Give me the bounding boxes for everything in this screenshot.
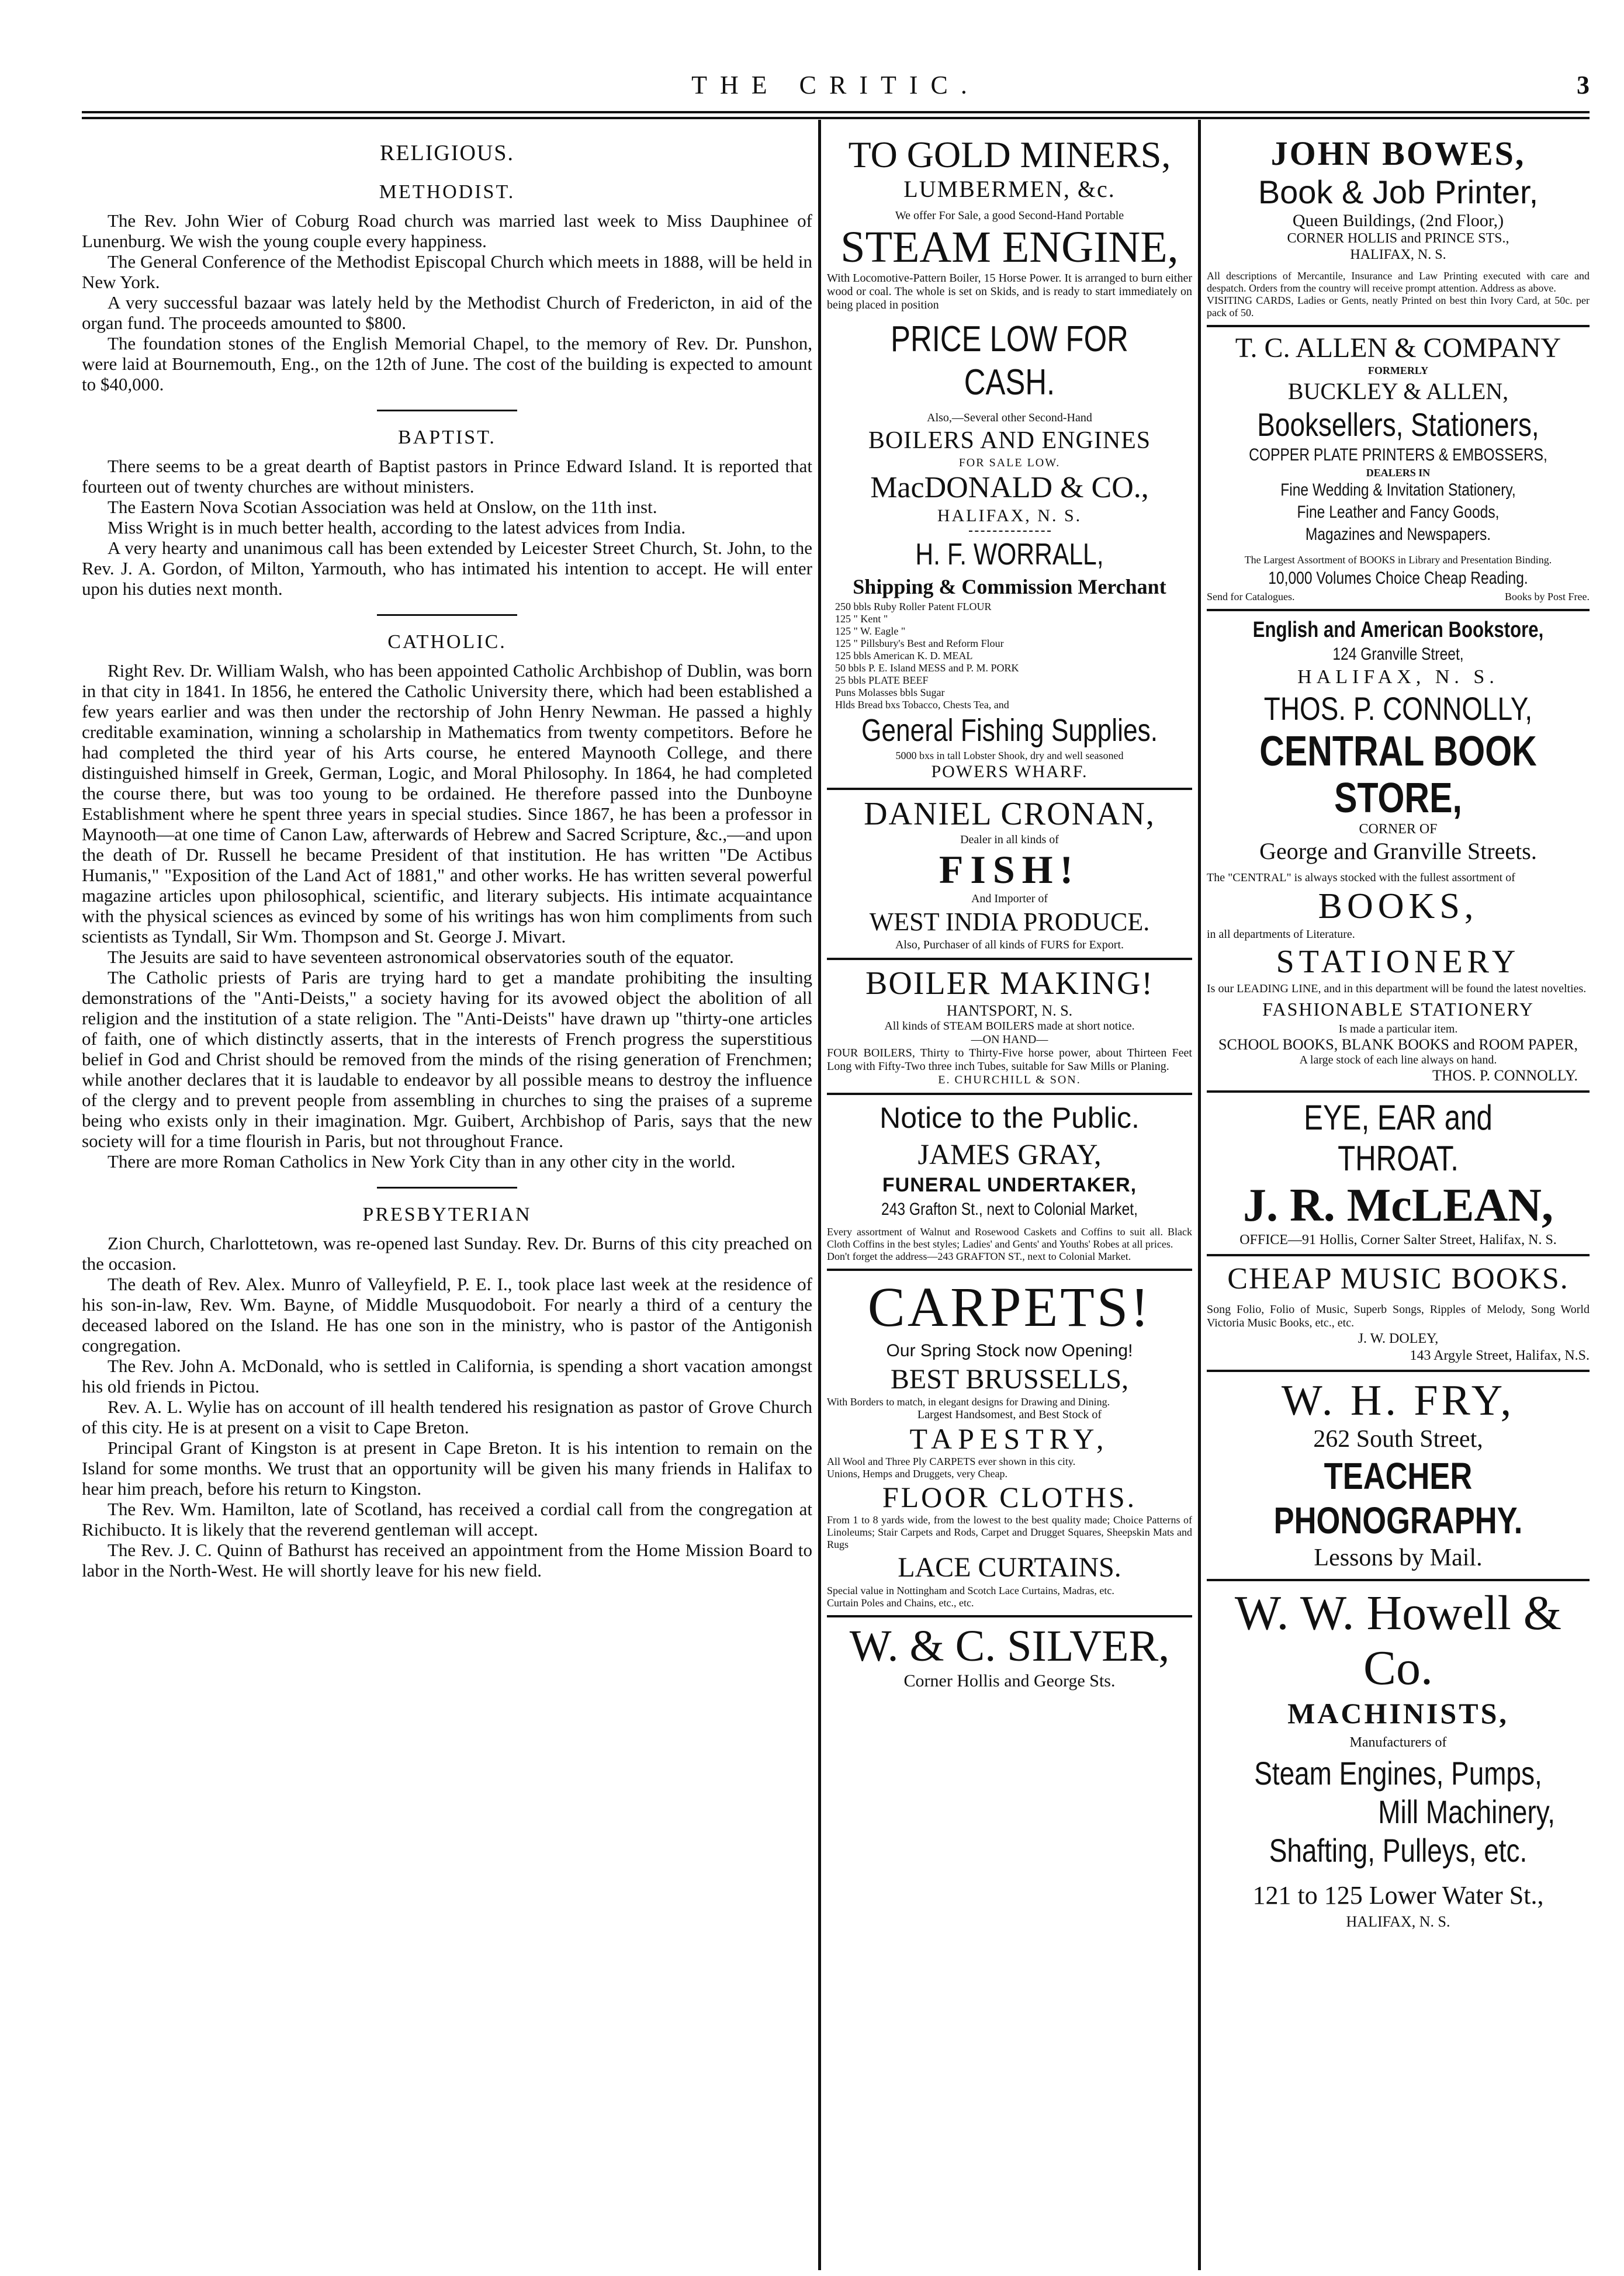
religious-heading: RELIGIOUS. <box>379 141 515 165</box>
doley-name: J. W. DOLEY, <box>1358 1331 1439 1346</box>
advertisements-middle-column <box>827 130 1192 2268</box>
stock-item: 125 bbls American K. D. MEAL <box>835 650 973 661</box>
allen-ad <box>1207 327 1590 611</box>
gold-also-line: Also,—Several other Second-Hand <box>927 411 1092 424</box>
worrall-name: H. F. WORRALL, <box>915 538 1104 571</box>
stationery-headline: STATIONERY <box>1276 944 1521 980</box>
manufacturers-line: Manufacturers of <box>1349 1735 1447 1750</box>
gold-lumbermen-line: LUMBERMEN, &c. <box>903 176 1116 202</box>
eye-ear-throat-headline: EYE, EAR and THROAT. <box>1304 1098 1493 1178</box>
lobster-shook-line: 5000 bxs in tall Lobster Shook, dry and well seasoned <box>895 750 1124 761</box>
allen-trade: Booksellers, Stationers, <box>1257 406 1539 443</box>
fry-address: 262 South Street, <box>1313 1426 1483 1453</box>
engine-description: With Locomotive-Pattern Boiler, 15 Horse Power. It is arranged to burn either wood or coal. The whole is set on Skids, and is ready to start immediately on being placed in position <box>827 272 1192 311</box>
gold-miners-headline: TO GOLD MINERS, <box>848 134 1171 175</box>
methodist-paragraph: A very successful bazaar was lately held by the Methodist Church of Fredericton, in aid of the organ fund. The proceeds amounted to $800. <box>82 292 812 333</box>
leading-line: Is our LEADING LINE, and in this department will be found the latest novelties. <box>1207 982 1587 995</box>
religious-column <box>82 130 812 2268</box>
bowes-description: All descriptions of Mercantile, Insurance and Law Printing executed with care and despatch. Orders from the country will receive prompt attention. Address as above. <box>1207 270 1590 294</box>
cronan-ad <box>827 790 1192 960</box>
mclean-name: J. R. McLEAN, <box>1242 1180 1554 1231</box>
cronan-importer-line: And Importer of <box>971 892 1048 905</box>
ad-dash-divider <box>969 531 1051 532</box>
bowes-city: HALIFAX, N. S. <box>1350 247 1446 262</box>
column-divider-1 <box>818 120 821 2270</box>
presbyterian-paragraph: Rev. A. L. Wylie has on account of ill health tendered his resignation as pastor of Grove Church of this city. He is at present on a visit to Cape Breton. <box>82 1397 812 1437</box>
stock-item: Hlds Bread bxs Tobacco, Chests Tea, and <box>835 699 1009 711</box>
header-rule-top <box>82 111 1590 113</box>
bowes-address-2: CORNER HOLLIS and PRINCE STS., <box>1287 231 1509 246</box>
boiler-making-headline: BOILER MAKING! <box>865 965 1154 1002</box>
lessons-by-mail: Lessons by Mail. <box>1314 1544 1483 1571</box>
spring-stock-line: Our Spring Stock now Opening! <box>886 1341 1133 1360</box>
stock-item: Puns Molasses bbls Sugar <box>835 687 945 698</box>
notice-headline: Notice to the Public. <box>879 1101 1140 1134</box>
fish-headline: FISH! <box>939 847 1081 892</box>
fishing-supplies-headline: General Fishing Supplies. <box>861 713 1158 748</box>
catalogue-row <box>1207 591 1590 603</box>
brussells-description: With Borders to match, in elegant designs for Drawing and Dining. <box>827 1396 1110 1408</box>
lace-description: Special value in Nottingham and Scotch Lace Curtains, Madras, etc. <box>827 1585 1114 1596</box>
churchill-firm: E. CHURCHILL & SON. <box>938 1073 1081 1086</box>
macdonald-city: HALIFAX, N. S. <box>937 506 1082 525</box>
advertisements-right-column <box>1207 130 1590 2268</box>
catholic-paragraph: The Jesuits are said to have seventeen astronomical observatories south of the equator. <box>108 947 734 967</box>
baptist-paragraph: Miss Wright is in much better health, according to the latest advices from India. <box>108 517 686 538</box>
presbyterian-paragraph: The death of Rev. Alex. Munro of Valleyfield, P. E. I., took place last week at the residence of his son-in-law, Rev. Wm. Bayne, of Middle Musquodoboit. For nearly a third of a century the deceased labored on the Island. He has one son in the ministry, who is pastor of the Antigonish congregation. <box>82 1274 812 1356</box>
dealers-in-line: DEALERS IN <box>1366 467 1431 479</box>
west-india-produce: WEST INDIA PRODUCE. <box>869 907 1150 936</box>
baptist-paragraph: A very hearty and unanimous call has been extended by Leicester Street Church, St. John, to the Rev. J. A. Gordon, of Milton, Yarmouth, who has intimated his intention to accept. He will enter upon his duties next month. <box>82 538 812 599</box>
james-gray-name: JAMES GRAY, <box>917 1138 1102 1170</box>
teacher-phonography: TEACHER PHONOGRAPHY. <box>1273 1455 1523 1541</box>
music-books-description: Song Folio, Folio of Music, Superb Songs, Ripples of Melody, Song World Victoria Music Books, etc., etc. <box>1207 1303 1590 1329</box>
baptist-heading: BAPTIST. <box>398 427 496 448</box>
presbyterian-paragraph: The Rev. John A. McDonald, who is settled in California, is spending a short vacation amongst his old friends in Pictou. <box>82 1356 812 1397</box>
floor-cloths-line: FLOOR CLOTHS. <box>882 1481 1137 1513</box>
funeral-undertaker-line: FUNERAL UNDERTAKER, <box>882 1174 1137 1196</box>
silver-ad <box>827 1617 1192 1691</box>
tapestry-description: All Wool and Three Ply CARPETS ever shown in this city. <box>827 1456 1076 1467</box>
presbyterian-paragraph: The Rev. Wm. Hamilton, late of Scotland, has received a cordial call from the congregation at Richibucto. It is likely that the reverend gentleman will accept. <box>82 1499 812 1540</box>
powers-wharf: POWERS WHARF. <box>931 762 1088 781</box>
presbyterian-paragraph: Principal Grant of Kingston is at present in Cape Breton. It is his intention to remain on the Island for some months. We trust that an opportunity will be given his many friends in Halifax to hear him preach, before his return to Kingston. <box>82 1437 812 1499</box>
boiler-making-ad <box>827 960 1192 1095</box>
tapestry-line: TAPESTRY, <box>909 1422 1110 1455</box>
send-catalogues: Send for Catalogues. <box>1207 591 1295 602</box>
catholic-paragraph: Right Rev. Dr. William Walsh, who has been appointed Catholic Archbishop of Dublin, was born in that city in 1841. In 1856, he entered the Catholic University there, which had been established a few years earlier and was then under the rectorship of John Henry Newman. He passed a highly creditable examination, winning a scholarship in Mathematics from twenty competitors. Before he had completed the third year of his Arts course, he entered Maynooth College, and there distinguished himself in Greek, German, Logic, and Moral Philosophy. In 1864, he had completed the course there, but was too young to be ordained. He therefore passed into the Dunboyne Establishment where he spent three years in special studies. Since 1867, he has been a professor in Maynooth—at one time of Canon Law, afterwards of Hebrew and Sacred Scripture, &c.,—and upon the death of Dr. Russell he became President of that institution. He has written "De Actibus Humanis," "Exposition of the Land Act of 1881," and other works. He has written several powerful magazine articles upon philosophical, scientific, and literary subjects. His intimate acquaintance with the physical sciences as evinced by some of his writings has won him compliments from such scientists as Tyndall, Sir Wm. Thompson and St. George J. Mivart. <box>82 660 812 947</box>
carpets-ad <box>827 1271 1192 1617</box>
allen-name: T. C. ALLEN & COMPANY <box>1235 332 1561 363</box>
granville-address: 124 Granville Street, <box>1332 645 1464 664</box>
howell-city: HALIFAX, N. S. <box>1346 1913 1450 1930</box>
presbyterian-paragraph: Zion Church, Charlottetown, was re-opened last Sunday. Rev. Dr. Burns of this city preached on the occasion. <box>82 1233 812 1274</box>
gold-offer-line: We offer For Sale, a good Second-Hand Portable <box>895 209 1124 222</box>
books-headline: BOOKS, <box>1318 886 1478 926</box>
howell-address: 121 to 125 Lower Water St., <box>1252 1881 1544 1910</box>
post-free: Books by Post Free. <box>1504 591 1590 602</box>
mclean-ad <box>1207 1093 1590 1256</box>
gold-miners-ad <box>827 130 1192 790</box>
visiting-cards-line: VISITING CARDS, Ladies or Gents, neatly Printed on best thin Ivory Card, at 50c. per pack of 50. <box>1207 295 1590 318</box>
connolly-city: HALIFAX, N. S. <box>1297 666 1499 688</box>
section-divider <box>377 410 517 411</box>
address-reminder: Don't forget the address—243 GRAFTON ST., next to Colonial Market. <box>827 1250 1131 1262</box>
column-divider-2 <box>1198 120 1201 2270</box>
copper-plate-line: COPPER PLATE PRINTERS & EMBOSSERS, <box>1249 445 1547 465</box>
baptist-paragraph: The Eastern Nova Scotian Association was held at Onslow, on the 11th inst. <box>108 497 657 517</box>
price-headline: PRICE LOW FOR CASH. <box>891 319 1128 403</box>
volumes-line: 10,000 Volumes Choice Cheap Reading. <box>1268 569 1528 588</box>
bookstore-line: English and American Bookstore, <box>1252 618 1544 642</box>
curtain-poles-line: Curtain Poles and Chains, etc., etc. <box>827 1597 974 1609</box>
running-header <box>82 70 1590 105</box>
allen-former-name: BUCKLEY & ALLEN, <box>1287 378 1509 404</box>
silver-address: Corner Hollis and George Sts. <box>903 1671 1116 1690</box>
stock-item: 25 bbls PLATE BEEF <box>835 674 929 686</box>
methodist-paragraph: The General Conference of the Methodist Episcopal Church which meets in 1888, will be held in New York. <box>82 251 812 292</box>
four-boilers-description: FOUR BOILERS, Thirty to Thirty-Five horse power, about Thirteen Feet Long with Fifty-Two three inch Tubes, suitable for Saw Mills or Planing. <box>827 1047 1192 1073</box>
mill-machinery-line: Mill Machinery, <box>1378 1793 1556 1830</box>
hantsport-line: HANTSPORT, N. S. <box>946 1002 1073 1019</box>
leather-goods-line: Fine Leather and Fancy Goods, <box>1297 503 1500 522</box>
james-gray-address: 243 Grafton St., next to Colonial Market, <box>881 1200 1138 1219</box>
john-bowes-ad <box>1207 130 1590 327</box>
largest-assortment-line: The Largest Assortment of BOOKS in Library and Presentation Binding. <box>1244 554 1552 566</box>
large-stock-line: A large stock of each line always on hand. <box>1299 1054 1497 1066</box>
stock-item: 125 " W. Eagle " <box>835 625 906 637</box>
cheap-music-books: CHEAP MUSIC BOOKS. <box>1227 1262 1569 1295</box>
methodist-heading: METHODIST. <box>379 181 515 203</box>
mclean-office: OFFICE—91 Hollis, Corner Salter Street, Halifax, N. S. <box>1239 1232 1557 1248</box>
header-rule-bottom <box>82 117 1590 119</box>
connolly-name: THOS. P. CONNOLLY, <box>1263 690 1533 727</box>
corner-of-line: CORNER OF <box>1359 822 1438 837</box>
bowes-name: JOHN BOWES, <box>1270 134 1526 172</box>
largest-stock-line: Largest Handsomest, and Best Stock of <box>917 1408 1102 1421</box>
steam-engine-headline: STEAM ENGINE, <box>840 223 1179 272</box>
section-divider <box>377 614 517 616</box>
methodist-paragraph: The foundation stones of the English Memorial Chapel, to the memory of Rev. Dr. Punshon, were laid at Bournemouth, Eng., on the 12th of June. The cost of the building is expected to amount to $40,000. <box>82 333 812 394</box>
page-number: 3 <box>1577 71 1590 99</box>
james-gray-ad <box>827 1095 1192 1271</box>
fry-name: W. H. FRY, <box>1281 1377 1515 1425</box>
catholic-heading: CATHOLIC. <box>387 631 507 653</box>
doley-ad <box>1207 1256 1590 1372</box>
doley-address: 143 Argyle Street, Halifax, N.S. <box>1410 1348 1590 1363</box>
wedding-stationery-line: Fine Wedding & Invitation Stationery, <box>1280 480 1516 500</box>
lace-curtains-line: LACE CURTAINS. <box>898 1552 1121 1583</box>
steam-engines-line: Steam Engines, Pumps, <box>1254 1755 1542 1792</box>
stock-item: 50 bbls P. E. Island MESS and P. M. PORK <box>835 662 1019 674</box>
presbyterian-paragraph: The Rev. J. C. Quinn of Bathurst has received an appointment from the Home Mission Board to labor in the North-West. He will shortly leave for his new field. <box>82 1540 812 1581</box>
baptist-paragraph: There seems to be a great dearth of Baptist pastors in Prince Edward Island. It is reported that fourteen out of twenty churches are without ministers. <box>82 456 812 497</box>
catholic-paragraph: There are more Roman Catholics in New York City than in any other city in the world. <box>108 1151 736 1172</box>
allen-formerly: FORMERLY <box>1367 365 1429 376</box>
on-hand-line: —ON HAND— <box>971 1033 1048 1046</box>
silver-name: W. & C. SILVER, <box>849 1622 1170 1671</box>
worrall-trade: Shipping & Commission Merchant <box>853 575 1166 598</box>
stock-item: 125 " Kent " <box>835 613 888 625</box>
worrall-stock-list <box>827 601 1192 711</box>
macdonald-firm-name: MacDONALD & CO., <box>870 471 1149 504</box>
stock-item: 125 " Pillsbury's Best and Reform Flour <box>835 638 1004 649</box>
howell-ad <box>1207 1581 1590 1931</box>
particular-item-line: Is made a particular item. <box>1338 1023 1458 1035</box>
cronan-dealer-line: Dealer in all kinds of <box>960 833 1059 846</box>
literature-line: in all departments of Literature. <box>1207 928 1355 941</box>
howell-name: W. W. Howell & Co. <box>1234 1586 1562 1695</box>
steam-boilers-line: All kinds of STEAM BOILERS made at short notice. <box>884 1020 1135 1033</box>
floor-cloths-description: From 1 to 8 yards wide, from the lowest to the best quality made; Choice Patterns of Linoleums; Stair Carpets and Rods, Carpet and Drugget Squares, Sheepskin Mats and Rugs <box>827 1514 1192 1550</box>
central-book-store: CENTRAL BOOK STORE, <box>1259 728 1537 822</box>
section-divider <box>377 1187 517 1189</box>
presbyterian-heading: PRESBYTERIAN <box>362 1204 532 1225</box>
furs-line: Also, Purchaser of all kinds of FURS for Export. <box>895 938 1124 951</box>
newspaper-title: THE CRITIC. <box>691 71 980 99</box>
magazines-line: Magazines and Newspapers. <box>1305 525 1491 544</box>
central-stocked-line: The "CENTRAL" is always stocked with the fullest assortment of <box>1207 871 1515 884</box>
fry-ad <box>1207 1372 1590 1581</box>
unions-line: Unions, Hemps and Druggets, very Cheap. <box>827 1468 1007 1480</box>
bowes-address-1: Queen Buildings, (2nd Floor,) <box>1292 211 1504 230</box>
cronan-name: DANIEL CRONAN, <box>864 796 1155 832</box>
catholic-paragraph: The Catholic priests of Paris are trying hard to get a mandate prohibiting the insulting demonstrations of the "Anti-Deists," a society having for its avowed object the abolition of all religion and the institution of a state religion. The "Anti-Deists" have drawn up "thirty-one articles of faith, one of which distinctly asserts, that in the interests of French progress the superstitious belief in God and Christ should be removed from the minds of the rising generation of Frenchmen; while another declares that it is laudable to endeavor by all possible means to destroy the influence of the clergy and to prevent people from assembling in churches to sing the praises of a supreme being who exists only in their imagination. Mgr. Guibert, Archbishop of Paris, says that the new society will for a time flourish in Paris, but not throughout France. <box>82 967 812 1151</box>
bowes-trade: Book & Job Printer, <box>1258 174 1539 210</box>
school-books-line: SCHOOL BOOKS, BLANK BOOKS and ROOM PAPER, <box>1218 1036 1578 1053</box>
methodist-paragraph: The Rev. John Wier of Coburg Road church was married last week to Miss Dauphinee of Lunenburg. We wish the young couple every happiness. <box>82 210 812 251</box>
for-sale-line: FOR SALE LOW. <box>958 456 1061 469</box>
boilers-engines-line: BOILERS AND ENGINES <box>868 427 1151 454</box>
fashionable-stationery: FASHIONABLE STATIONERY <box>1262 999 1534 1020</box>
streets-line: George and Granville Streets. <box>1259 838 1537 864</box>
shafting-line: Shafting, Pulleys, etc. <box>1269 1832 1528 1869</box>
connolly-signature: THOS. P. CONNOLLY. <box>1432 1067 1578 1084</box>
best-brussells-line: BEST BRUSSELLS, <box>890 1364 1129 1395</box>
stock-item: 250 bbls Ruby Roller Patent FLOUR <box>835 601 992 612</box>
machinists-line: MACHINISTS, <box>1287 1697 1509 1730</box>
connolly-ad <box>1207 611 1590 1093</box>
carpets-headline: CARPETS! <box>867 1276 1152 1338</box>
caskets-description: Every assortment of Walnut and Rosewood Caskets and Coffins to suit all. Black Cloth Coffins in the best styles; Ladies' and Gents' and Youths' Robes at all prices. <box>827 1226 1192 1250</box>
